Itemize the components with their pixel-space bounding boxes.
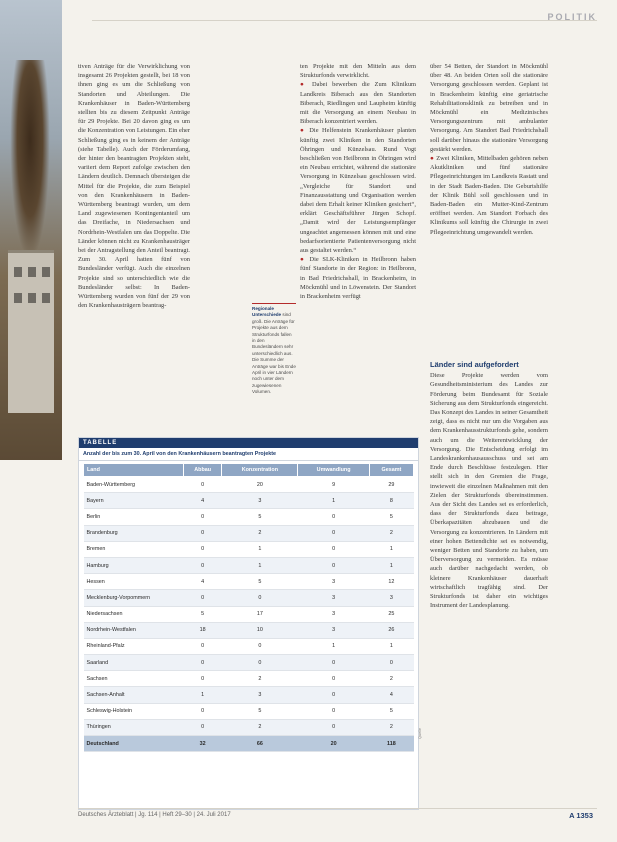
row-value: 32 [184, 736, 222, 752]
row-value: 1 [222, 557, 298, 573]
row-label: Hessen [84, 574, 184, 590]
row-label: Bremen [84, 541, 184, 557]
row-value: 3 [369, 590, 413, 606]
row-value: 0 [298, 525, 369, 541]
row-value: 118 [369, 736, 413, 752]
column-1-text: tiven Anträge für die Verwirklichung von insgesamt 26 Projekten gestellt, bei 18 von ihnen ging es um die Schließung von Standorten und Abteilungen. Die Krankenhäuser in Baden-Württemberg stellten bis zu diesem Zeitpunkt Anträge für 29 Projekte. Bei 20 davon ging es um die Konzentration von Leistungen. Ein eher Schließung ging es in keinem der Anträge (siehe Tabelle). Auch der Förderumfang, der hinter den beantragten Projekten steht, variiert dem Report zufolge zwischen den Ländern deutlich. Demnach übersteigen die Mittel für die Projekte, die zum Beispiel von den Krankenhäusern in Baden-Württemberg beantragt wurden, um dem Land zugewiesenen Kontingentanteil um das Dreifache, in Niedersachsen und Nordrhein-Westfalen um das Doppelte. Die Länder können nicht zu Krankenhausträger bei der Antragstellung den Anteil beantragt. Zum 30. April hatten fünf von Bundesländer verfügt. Auch die einzelnen Projekte sind so unterschiedlich wie die Bundesländer selbst: In Baden-Württemberg wurden von fünf der 29 von den Krankenhausträgern beantrag- [78, 63, 190, 310]
row-value: 0 [184, 719, 222, 735]
row-value: 0 [369, 655, 413, 671]
row-value: 1 [298, 638, 369, 654]
row-value: 0 [298, 509, 369, 525]
column-2-bullet [300, 255, 416, 301]
header-cell: Umwandlung [298, 464, 369, 477]
row-value: 20 [298, 736, 369, 752]
row-value: 0 [298, 655, 369, 671]
table-row [84, 477, 414, 493]
row-value: 8 [369, 493, 413, 509]
page-number: A 1353 [569, 811, 593, 820]
table-row [84, 493, 414, 509]
bullet-icon: ● [300, 127, 310, 135]
column-3-text: über 54 Betten, der Standort in Möckmühl über 48. An beiden Orten soll die stationäre Versorgung geschlossen werden. Geplant ist in Brackenheim künftig eine geriatrische Rehabilitationsklinik zu betreiben und in Möckmühl ein Medizinisches Versorgungszentrum mit ambulanter Versorgung. Am Standort Bad Friedrichshall soll darüber hinaus die stationäre Versorgung gestärkt werden. [430, 63, 548, 153]
row-label: Bayern [84, 493, 184, 509]
table-body [84, 477, 414, 752]
table-row [84, 622, 414, 638]
margin-note-text: sind groß. Die Anträge für Projekte aus dem Strukturfonds fallen in den Bundesländern sehr unterschiedlich aus. Die Summe der Anträge war bis Ende April in vier Ländern noch unter dem zugewiesenen Volumen. [252, 312, 296, 395]
row-value: 0 [184, 509, 222, 525]
bullet-icon: ● [300, 256, 310, 264]
photo-window [14, 267, 22, 277]
row-label: Schleswig-Holstein [84, 703, 184, 719]
row-value: 2 [222, 671, 298, 687]
row-value: 1 [369, 557, 413, 573]
row-value: 0 [184, 703, 222, 719]
row-value: 5 [369, 509, 413, 525]
row-value: 0 [184, 638, 222, 654]
row-value: 0 [298, 703, 369, 719]
row-label: Thüringen [84, 719, 184, 735]
row-value: 2 [369, 671, 413, 687]
photo-window [28, 293, 36, 303]
section-subheading: Länder sind aufgefordert [430, 360, 519, 369]
row-value: 0 [184, 525, 222, 541]
row-label: Saarland [84, 655, 184, 671]
row-value: 0 [184, 590, 222, 606]
row-value: 0 [298, 541, 369, 557]
table-title: Anzahl der bis zum 30. April von den Krankenhäusern beantragten Projekte [79, 448, 418, 461]
row-value: 1 [222, 541, 298, 557]
row-value: 20 [222, 477, 298, 493]
row-label: Niedersachsen [84, 606, 184, 622]
margin-note-title: Regionale Unterschiede [252, 306, 282, 318]
header-cell: Gesamt [369, 464, 413, 477]
photo-building [8, 250, 54, 413]
row-label: Deutschland [84, 736, 184, 752]
row-value: 3 [298, 622, 369, 638]
row-value: 29 [369, 477, 413, 493]
table-row [84, 590, 414, 606]
row-value: 1 [184, 687, 222, 703]
photo-tree [10, 60, 50, 260]
footer-rule [78, 808, 597, 809]
bullet-text: Dabei bewerben die Zum Klinikum Landkreis Biberach aus den Standorten Biberach, Riedlingen und Laupheim künftig mit die Versorgung an einem Neubau in Biberach konzentriert werden. [300, 81, 416, 126]
footer-citation: Deutsches Ärzteblatt | Jg. 114 | Heft 29–30 | 24. Juli 2017 [78, 812, 231, 818]
row-value: 0 [298, 687, 369, 703]
row-value: 0 [184, 541, 222, 557]
row-label: Berlin [84, 509, 184, 525]
text-column-1 [78, 62, 190, 310]
row-value: 0 [184, 655, 222, 671]
table-row [84, 687, 414, 703]
header-rule [92, 20, 597, 21]
row-label: Mecklenburg-Vorpommern [84, 590, 184, 606]
row-value: 17 [222, 606, 298, 622]
table-row [84, 606, 414, 622]
row-value: 5 [222, 574, 298, 590]
row-value: 0 [222, 590, 298, 606]
table-credit: Quelle [418, 728, 422, 739]
row-value: 25 [369, 606, 413, 622]
row-value: 0 [222, 655, 298, 671]
row-value: 5 [222, 703, 298, 719]
row-value: 0 [222, 638, 298, 654]
row-label: Baden-Württemberg [84, 477, 184, 493]
photo-window [28, 267, 36, 277]
row-label: Sachsen [84, 671, 184, 687]
row-value: 4 [184, 574, 222, 590]
row-value: 5 [184, 606, 222, 622]
row-value: 2 [369, 719, 413, 735]
bullet-icon: ● [430, 155, 437, 163]
row-label: Brandenburg [84, 525, 184, 541]
row-value: 3 [298, 590, 369, 606]
row-value: 10 [222, 622, 298, 638]
table-row [84, 638, 414, 654]
column-3-lower-text: Diese Projekte werden vom Gesundheitsministerium des Landes zur Förderung beim Bundesamt für Soziale Sicherung aus dem Strukturfonds eingereicht. Das Konzept des Landes in seiner Gesamtheit zeigt, dass es nicht nur um die Vorgaben aus dem Krankenhausstrukturfonds gehe, sondern auch um die Weiterentwicklung der Versorgung. Die Entscheidung erfolgt im Landeskrankenhausausschuss und sei am Ende durch Beschlüsse festzulegen. Hier stellt sich in den Gremien die Frage, inwieweit die einzelnen Maßnahmen mit den Zielen der Strukturfonds übereinstimmen. Aus der Sicht des Landes sei es erforderlich, dass der Strukturfonds dazu beitrage, Überkapazitäten abzubauen und die Versorgung zu konzentrieren. In Ländern mit einer hohen Bettendichte sei es notwendig, weniger Betten und Standorte zu haben, um Überversorgung zu vermeiden. Es müsse auch darüber nachgedacht werden, ob kleinere Krankenhäuser dauerhaft wirtschaftlich tragfähig sind. Der Strukturfonds ist daher ein wichtiges Instrument der Landesplanung. [430, 372, 548, 610]
row-value: 3 [298, 574, 369, 590]
row-label: Sachsen-Anhalt [84, 687, 184, 703]
row-value: 3 [222, 493, 298, 509]
row-value: 2 [222, 719, 298, 735]
row-label: Nordrhein-Westfalen [84, 622, 184, 638]
table-total-row [84, 736, 414, 752]
row-value: 12 [369, 574, 413, 590]
row-value: 0 [298, 719, 369, 735]
table-row [84, 655, 414, 671]
table-header-row [84, 464, 414, 477]
bullet-text: Die Helfenstein Krankenhäuser planten künftig zwei Kliniken in den Standorten Öhringen und Künzelsau. Rund Vogt beschließen von Heilbronn in Öhringen wird ein Neubau errichtet, während die stationäre Versorgung in Künzelsau geschlossen wird. „Vergleiche für Standort und Finanzausstattung und Organisation werden dabei dem Erhalt keiner Kliniken gesichert“, erklärt Geschäftsführer Jürgen Schopf. „Damit wird der Leistungsempfänger ungeachtet angemessen können mit und eine bedarfsorientierte Patientenversorgung nicht aus gestaltet werden.“ [300, 127, 417, 255]
bullet-text: Zwei Kliniken, Mittelbaden gehören neben Akutkliniken und fünf stationäre Pflegeeinrichtungen im Landkreis Rastatt und in der Stadt Baden-Baden. Die Geburtshilfe der Klinik Bühl soll geschlossen und in Baden-Baden ein Mutter-Kind-Zentrum eröffnet werden. Am Standort Forbach des Klinikums soll künftig die Chirurgie in zwei Pflegeeinrichtung umgewandelt werden. [430, 155, 548, 236]
projects-table [83, 463, 414, 752]
table-row [84, 509, 414, 525]
data-table-box [78, 437, 419, 810]
row-value: 0 [184, 671, 222, 687]
column-2-intro: ten Projekte mit den Mitteln aus dem Strukturfonds verwirklicht. [300, 63, 416, 80]
table-tag: TABELLE [79, 438, 418, 448]
header-cell: Konzentration [222, 464, 298, 477]
row-value: 0 [298, 557, 369, 573]
section-label: POLITIK [547, 12, 597, 22]
text-column-3-lower [430, 358, 548, 610]
row-value: 5 [222, 509, 298, 525]
row-value: 1 [369, 541, 413, 557]
column-3-bullet [430, 154, 548, 237]
table-row [84, 719, 414, 735]
row-value: 2 [222, 525, 298, 541]
row-value: 66 [222, 736, 298, 752]
column-2-bullet [300, 126, 416, 255]
table-row [84, 525, 414, 541]
article-photo [0, 0, 62, 460]
photo-window [42, 293, 50, 303]
table-row [84, 574, 414, 590]
bullet-icon: ● [300, 81, 313, 89]
row-value: 4 [369, 687, 413, 703]
table-row [84, 671, 414, 687]
row-value: 0 [184, 477, 222, 493]
header-cell: Abbau [184, 464, 222, 477]
photo-window [14, 293, 22, 303]
table-row [84, 703, 414, 719]
header-cell: Land [84, 464, 184, 477]
row-value: 1 [369, 638, 413, 654]
row-value: 3 [298, 606, 369, 622]
table-row [84, 541, 414, 557]
photo-window [42, 267, 50, 277]
text-column-2 [300, 62, 416, 301]
bullet-text: Die SLK-Kliniken in Heilbronn haben fünf Standorte in der Region: in Heilbronn, in Bad Friedrichshall, in Brackenheim, in Möckmühl und in Löwenstein. Der Standort in Brackenheim verfügt [300, 256, 416, 301]
margin-note [252, 303, 296, 396]
row-label: Hamburg [84, 557, 184, 573]
column-2-bullet [300, 80, 416, 126]
row-value: 9 [298, 477, 369, 493]
row-value: 3 [222, 687, 298, 703]
row-value: 0 [298, 671, 369, 687]
row-value: 2 [369, 525, 413, 541]
row-value: 18 [184, 622, 222, 638]
row-value: 26 [369, 622, 413, 638]
table-row [84, 557, 414, 573]
text-column-3 [430, 62, 548, 237]
row-value: 4 [184, 493, 222, 509]
row-value: 0 [184, 557, 222, 573]
row-label: Rheinland-Pfalz [84, 638, 184, 654]
row-value: 5 [369, 703, 413, 719]
row-value: 1 [298, 493, 369, 509]
